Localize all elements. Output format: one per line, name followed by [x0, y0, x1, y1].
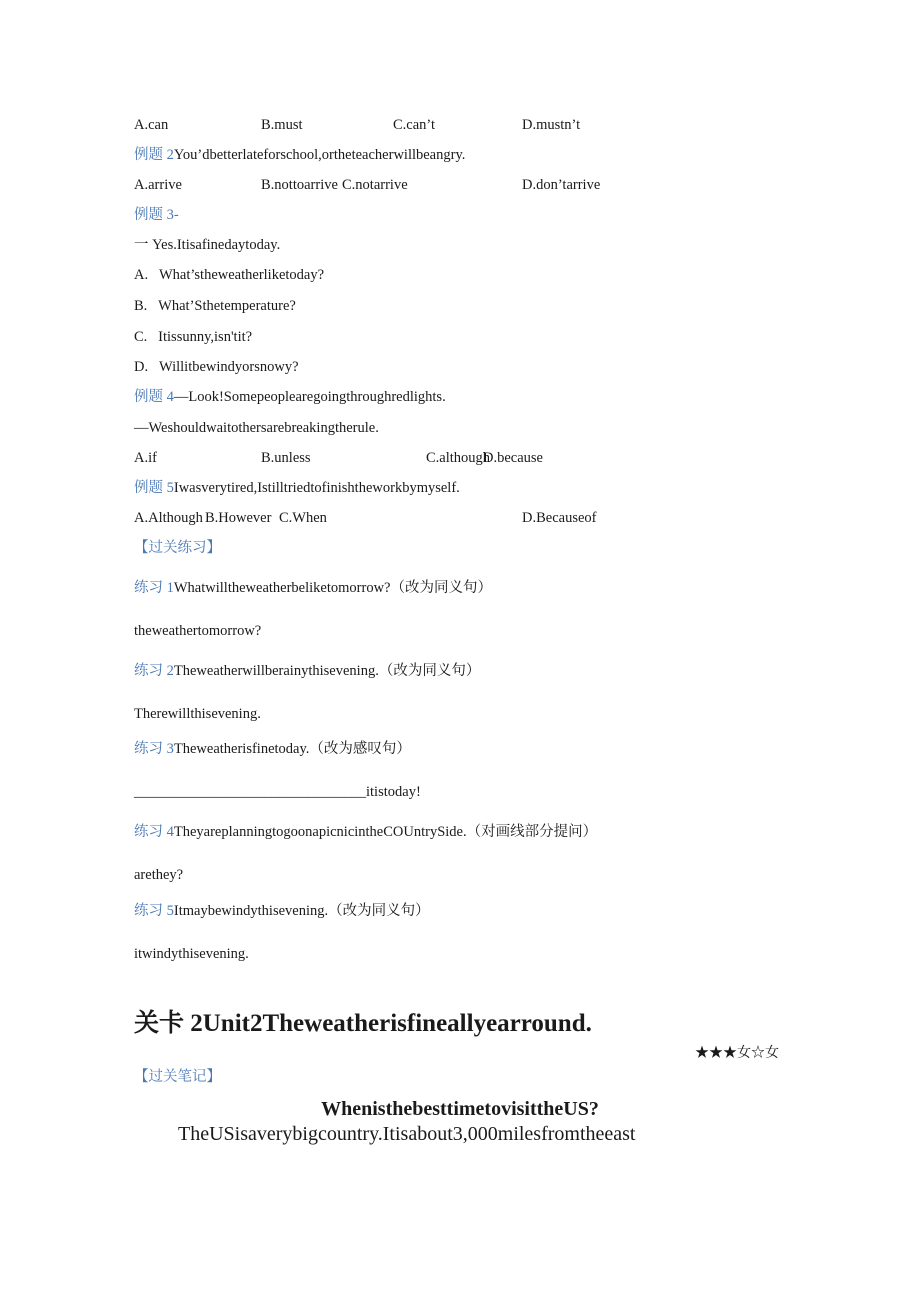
example-5-text: Iwasverytired,Istilltriedtofinishtheworkbymyself. [173, 480, 460, 496]
q2-option-c: C.notarrive [342, 177, 408, 193]
example-3-option-c: C. Itissunny,isn'tit? [134, 329, 253, 345]
example-3-option-d: D. Willitbewindyorsnowy? [134, 359, 299, 375]
practice-header: 【过关练习】 [134, 540, 221, 556]
practice-1-answer: theweathertomorrow? [134, 623, 262, 639]
practice-5-answer: itwindythisevening. [134, 946, 249, 962]
example-5 [134, 479, 460, 497]
example-3-option-a: A. What’stheweatherliketoday? [134, 267, 325, 283]
example-4-text: —Look!Somepeoplearegoingthroughredlights. [173, 389, 446, 405]
q4-option-d: D.because [483, 450, 543, 466]
example-3-answer: 一 Yes.Itisafinedaytoday. [134, 237, 281, 253]
practice-2-text: Theweatherwillberainythisevening.（改为同义句） [173, 663, 481, 679]
q5-option-d: D.Becauseof [522, 510, 597, 526]
example-2-label: 例题 2 [134, 147, 174, 163]
practice-1-text: Whatwilltheweatherbeliketomorrow?（改为同义句） [173, 580, 492, 596]
q4-option-a: A.if [134, 450, 157, 466]
practice-5-label: 练习 5 [134, 903, 174, 919]
practice-1 [134, 579, 492, 597]
practice-2-label: 练习 2 [134, 663, 174, 679]
passage-text: TheUSisaverybigcountry.Itisabout3,000milesfromtheeast [178, 1123, 636, 1145]
q5-option-b: B.However [205, 510, 272, 526]
q5-option-a: A.Although [134, 510, 203, 526]
q4-option-b: B.unless [261, 450, 311, 466]
q1-option-a: A.can [134, 117, 169, 133]
example-3-label: 例题 3- [134, 207, 179, 223]
practice-3-text: Theweatherisfinetoday.（改为感叹句） [173, 741, 411, 757]
practice-4 [134, 823, 597, 841]
example-2 [134, 146, 465, 164]
practice-2-answer: Therewillthisevening. [134, 706, 261, 722]
practice-3-answer: ________________________________itistoday! [134, 784, 421, 800]
example-2-text: You’dbetterlateforschool,ortheteacherwillbeangry. [173, 147, 466, 163]
q2-option-a: A.arrive [134, 177, 182, 193]
practice-4-label: 练习 4 [134, 824, 174, 840]
difficulty-stars: ★★★女☆女 [695, 1046, 779, 1061]
passage-title: WhenisthebesttimetovisittheUS? [321, 1098, 599, 1120]
practice-1-label: 练习 1 [134, 580, 174, 596]
example-4 [134, 388, 446, 406]
example-4-label: 例题 4 [134, 389, 174, 405]
example-4-line2: —Weshouldwaitothersarebreakingtherule. [134, 420, 379, 436]
q2-option-d: D.don’tarrive [522, 177, 601, 193]
section-heading: 关卡 2Unit2Theweatherisfineallyearround. [134, 1010, 592, 1037]
q5-option-c: C.When [279, 510, 327, 526]
q4-option-c: C.although [426, 450, 491, 466]
practice-5 [134, 902, 430, 920]
q1-option-d: D.mustn’t [522, 117, 581, 133]
notes-header: 【过关笔记】 [134, 1069, 221, 1085]
q1-option-b: B.must [261, 117, 303, 133]
practice-5-text: Itmaybewindythisevening.（改为同义句） [173, 903, 430, 919]
practice-3-label: 练习 3 [134, 741, 174, 757]
practice-3 [134, 740, 411, 758]
practice-2 [134, 662, 480, 680]
practice-4-text: TheyareplanningtogoonapicnicintheCOUntrySide.（对画线部分提问） [173, 824, 598, 840]
example-5-label: 例题 5 [134, 480, 174, 496]
practice-4-answer: arethey? [134, 867, 184, 883]
q1-option-c: C.can’t [393, 117, 436, 133]
q2-option-b: B.nottoarrive [261, 177, 338, 193]
example-3-option-b: B. What’Sthetemperature? [134, 298, 296, 314]
